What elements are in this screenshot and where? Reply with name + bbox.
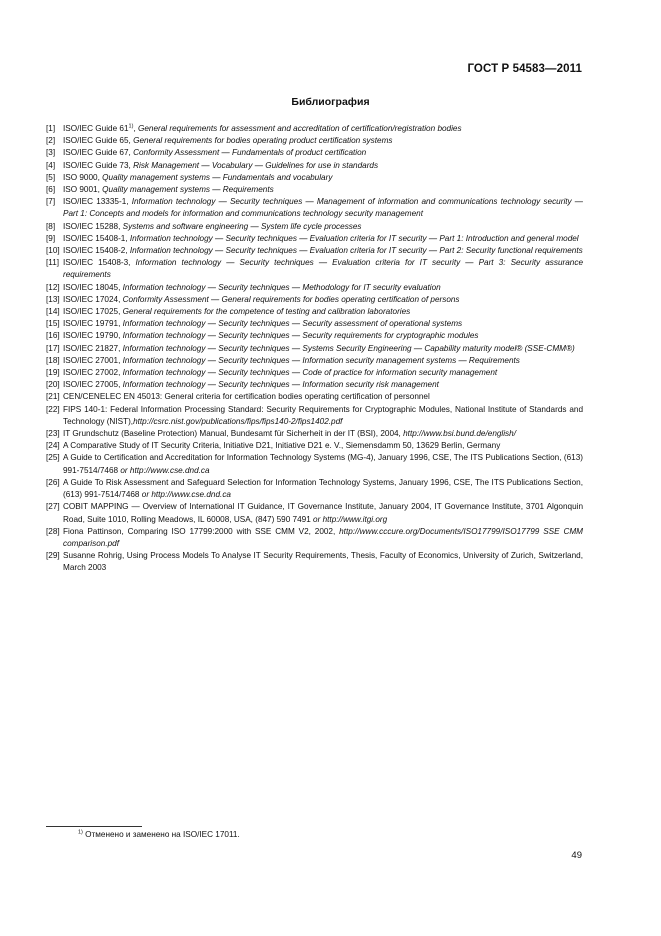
entry-text	[63, 440, 583, 452]
entry-designation: ISO/IEC 15408-2,	[63, 246, 130, 256]
entry-designation: ISO/IEC 15288,	[63, 221, 123, 231]
bibliography-entry	[46, 452, 583, 476]
entry-text	[63, 404, 583, 428]
entry-text	[63, 391, 583, 403]
bibliography-entry	[46, 501, 583, 525]
entry-number: [22]	[46, 404, 60, 414]
entry-designation: CEN/CENELEC EN 45013: General criteria for certification bodies operating certification of personnel	[63, 392, 430, 402]
entry-number: [11]	[46, 258, 60, 268]
bibliography-entry	[46, 160, 583, 172]
entry-title: Quality management systems — Requirements	[102, 185, 274, 195]
entry-number: [24]	[46, 441, 60, 451]
entry-title: Conformity Assessment — General requirements for bodies operating certification of persons	[122, 294, 460, 304]
entry-text	[63, 452, 583, 476]
entry-text	[63, 221, 583, 233]
bibliography-entry	[46, 550, 583, 574]
bibliography-list	[46, 123, 583, 575]
entry-number: [2]	[46, 136, 56, 146]
footnote-mark: 1)	[78, 829, 83, 836]
entry-designation: COBIT MAPPING — Overview of International IT Guidance, IT Governance Institute, January 2004, IT Governance Institute, 3701 Algonquin Road, Suite 1010, Rolling Meadows, IL 60008, USA, (847) 590 7491	[63, 502, 583, 524]
entry-title: or http://www.cse.dnd.ca	[120, 465, 210, 475]
entry-title: General requirements for bodies operating product certification systems	[133, 136, 393, 146]
entry-designation: FIPS 140-1: Federal Information Processing Standard: Security Requirements for Cryptographic Modules, National Institute of Standards and Technology (NIST),	[63, 404, 583, 426]
entry-designation: A Guide to Certification and Accreditation for Information Technology Systems (MG-4), January 1996, CSE, The ITS Publications Section, (613) 991-7514/7468	[63, 453, 583, 475]
entry-text	[63, 343, 583, 355]
entry-text	[63, 184, 583, 196]
entry-text	[63, 318, 583, 330]
entry-text	[63, 379, 583, 391]
entry-designation: ISO 9000,	[63, 172, 103, 182]
entry-number: [17]	[46, 343, 60, 353]
entry-number: [5]	[46, 172, 56, 182]
entry-number: [21]	[46, 392, 60, 402]
entry-number: [15]	[46, 319, 60, 329]
entry-title: Information technology — Security techniques — Security requirements for cryptographic modules	[122, 331, 479, 341]
entry-number: [12]	[46, 282, 60, 292]
entry-title: General requirements for assessment and accreditation of certification/registration bodies	[138, 124, 462, 133]
bibliography-entry	[46, 367, 583, 379]
entry-designation: A Comparative Study of IT Security Criteria, Initiative D21, Initiative D21 e. V., Siemensdamm 50, 13629 Berlin, Germany	[63, 441, 501, 451]
entry-designation: ISO/IEC 21827,	[63, 343, 123, 353]
entry-text	[63, 428, 583, 440]
entry-text	[63, 135, 583, 147]
entry-designation: ISO/IEC 17024,	[63, 294, 123, 304]
entry-title: Information technology — Security techniques — Code of practice for information security management	[122, 368, 498, 378]
entry-title: Information technology — Security techniques — Information security management systems — Requirements	[122, 355, 520, 365]
entry-designation: ISO/IEC Guide 65,	[63, 136, 134, 146]
entry-title: Quality management systems — Fundamentals and vocabulary	[102, 172, 333, 182]
entry-title: http://csrc.nist.gov/publications/fips/fips140-2/fips1402.pdf	[133, 416, 343, 426]
bibliography-entry	[46, 428, 583, 440]
entry-text	[63, 233, 583, 245]
entry-text	[63, 306, 583, 318]
entry-number: [1]	[46, 124, 56, 133]
entry-designation: ISO/IEC 18045,	[63, 282, 123, 292]
entry-title: Risk Management — Vocabulary — Guidelines for use in standards	[133, 160, 379, 170]
entry-number: [7]	[46, 197, 56, 207]
bibliography-entry	[46, 172, 583, 184]
entry-number: [19]	[46, 368, 60, 378]
entry-title: or http://www.itgi.org	[313, 514, 388, 524]
entry-number: [29]	[46, 551, 60, 561]
entry-number: [20]	[46, 380, 60, 390]
entry-text	[63, 526, 583, 550]
entry-designation: Susanne Rohrig, Using Process Models To Analyse IT Security Requirements, Thesis, Faculty of Economics, University of Zurich, Switzerland, March 2003	[63, 551, 583, 573]
entry-title: http://www.cccure.org/Documents/ISO17799/ISO17799 SSE CMM comparison.pdf	[63, 526, 583, 548]
entry-text	[63, 172, 583, 184]
standard-designation: ГОСТ Р 54583—2011	[467, 63, 582, 75]
entry-title: Information technology — Security techniques — Evaluation criteria for IT security — Part 3: Security assurance requirements	[63, 258, 583, 280]
entry-number: [3]	[46, 148, 56, 158]
entry-designation: ISO/IEC 13335-1,	[63, 197, 132, 207]
entry-designation: ISO/IEC 27002,	[63, 368, 123, 378]
entry-designation: IT Grundschutz (Baseline Protection) Manual, Bundesamt für Sicherheit in der IT (BSI), 2004,	[63, 429, 404, 439]
entry-text	[63, 294, 583, 306]
entry-designation: ISO/IEC 27005,	[63, 380, 123, 390]
entry-designation: ISO/IEC Guide 61	[63, 124, 129, 133]
entry-text	[63, 355, 583, 367]
bibliography-entry	[46, 184, 583, 196]
entry-number: [23]	[46, 429, 60, 439]
bibliography-entry	[46, 294, 583, 306]
entry-title: Information technology — Security techniques — Management of information and communications technology security — Part 1: Concepts and models for information and communications technology security management	[63, 197, 583, 219]
entry-title: Information technology — Security techniques — Methodology for IT security evaluation	[122, 282, 441, 292]
bibliography-entry	[46, 245, 583, 257]
entry-text	[63, 123, 583, 135]
entry-designation: ISO/IEC 15408-1,	[63, 233, 130, 243]
footnote-text: Отменено и заменено на ISO/IEC 17011.	[82, 830, 240, 839]
entry-number: [10]	[46, 246, 60, 256]
entry-text	[63, 477, 583, 501]
entry-text	[63, 501, 583, 525]
bibliography-entry	[46, 404, 583, 428]
footnote	[78, 830, 240, 839]
entry-separator: ,	[133, 124, 138, 133]
bibliography-entry	[46, 526, 583, 550]
bibliography-entry	[46, 221, 583, 233]
entry-text	[63, 330, 583, 342]
bibliography-entry	[46, 379, 583, 391]
bibliography-entry	[46, 257, 583, 281]
entry-number: [25]	[46, 453, 60, 463]
entry-designation: ISO/IEC Guide 67,	[63, 148, 134, 158]
bibliography-entry	[46, 123, 583, 135]
bibliography-entry	[46, 477, 583, 501]
entry-number: [14]	[46, 307, 60, 317]
footnote-divider	[46, 826, 142, 827]
entry-title: Conformity Assessment — Fundamentals of product certification	[133, 148, 367, 158]
entry-text	[63, 367, 583, 379]
bibliography-entry	[46, 440, 583, 452]
entry-designation: A Guide To Risk Assessment and Safeguard Selection for Information Technology Systems, January 1996, CSE, The ITS Publications Section, (613) 991-7514/7468	[63, 477, 583, 500]
page-number: 49	[571, 850, 582, 861]
entry-designation: ISO/IEC 19790,	[63, 331, 123, 341]
entry-number: [28]	[46, 526, 60, 536]
bibliography-entry	[46, 233, 583, 245]
entry-designation: ISO/IEC 19791,	[63, 319, 123, 329]
entry-text	[63, 147, 583, 159]
entry-number: [16]	[46, 331, 60, 341]
entry-number: [27]	[46, 502, 60, 512]
entry-number: [8]	[46, 221, 56, 231]
entry-designation: ISO/IEC 27001,	[63, 355, 123, 365]
entry-number: [13]	[46, 294, 60, 304]
entry-title: or http://www.cse.dnd.ca	[141, 490, 231, 500]
entry-designation: Fiona Pattinson, Comparing ISO 17799:2000 with SSE CMM V2, 2002,	[63, 526, 340, 536]
entry-text	[63, 550, 583, 574]
entry-text	[63, 282, 583, 294]
entry-designation: ISO 9001,	[63, 185, 103, 195]
bibliography-entry	[46, 282, 583, 294]
entry-text	[63, 245, 583, 257]
entry-designation: ISO/IEC 15408-3,	[63, 258, 136, 268]
entry-designation: ISO/IEC 17025,	[63, 307, 123, 317]
entry-title: Information technology — Security techniques — Evaluation criteria for IT security — Part 2: Security functional requirements	[129, 246, 583, 256]
entry-title: http://www.bsi.bund.de/english/	[403, 429, 516, 439]
entry-number: [18]	[46, 355, 60, 365]
entry-title: Information technology — Security techniques — Information security risk management	[122, 380, 439, 390]
bibliography-entry	[46, 318, 583, 330]
bibliography-entry	[46, 196, 583, 220]
entry-title: Information technology — Security techniques — Security assessment of operational systems	[122, 319, 463, 329]
entry-title: General requirements for the competence of testing and calibration laboratories	[122, 307, 411, 317]
bibliography-entry	[46, 343, 583, 355]
bibliography-entry	[46, 330, 583, 342]
page-title: Библиография	[291, 96, 370, 108]
entry-text	[63, 160, 583, 172]
entry-designation: ISO/IEC Guide 73,	[63, 160, 134, 170]
bibliography-entry	[46, 135, 583, 147]
entry-text	[63, 196, 583, 220]
bibliography-entry	[46, 355, 583, 367]
entry-text	[63, 257, 583, 281]
entry-title: Information technology — Security techniques — Systems Security Engineering — Capability maturity model® (SSE-CMM®)	[122, 343, 575, 353]
bibliography-entry	[46, 147, 583, 159]
bibliography-entry	[46, 391, 583, 403]
footnote-ref: 1)	[128, 123, 134, 130]
entry-title: Systems and software engineering — System life cycle processes	[122, 221, 362, 231]
entry-number: [9]	[46, 233, 56, 243]
entry-number: [6]	[46, 185, 56, 195]
bibliography-entry	[46, 306, 583, 318]
entry-number: [4]	[46, 160, 56, 170]
entry-number: [26]	[46, 477, 60, 487]
entry-title: Information technology — Security techniques — Evaluation criteria for IT security — Part 1: Introduction and general model	[129, 233, 579, 243]
